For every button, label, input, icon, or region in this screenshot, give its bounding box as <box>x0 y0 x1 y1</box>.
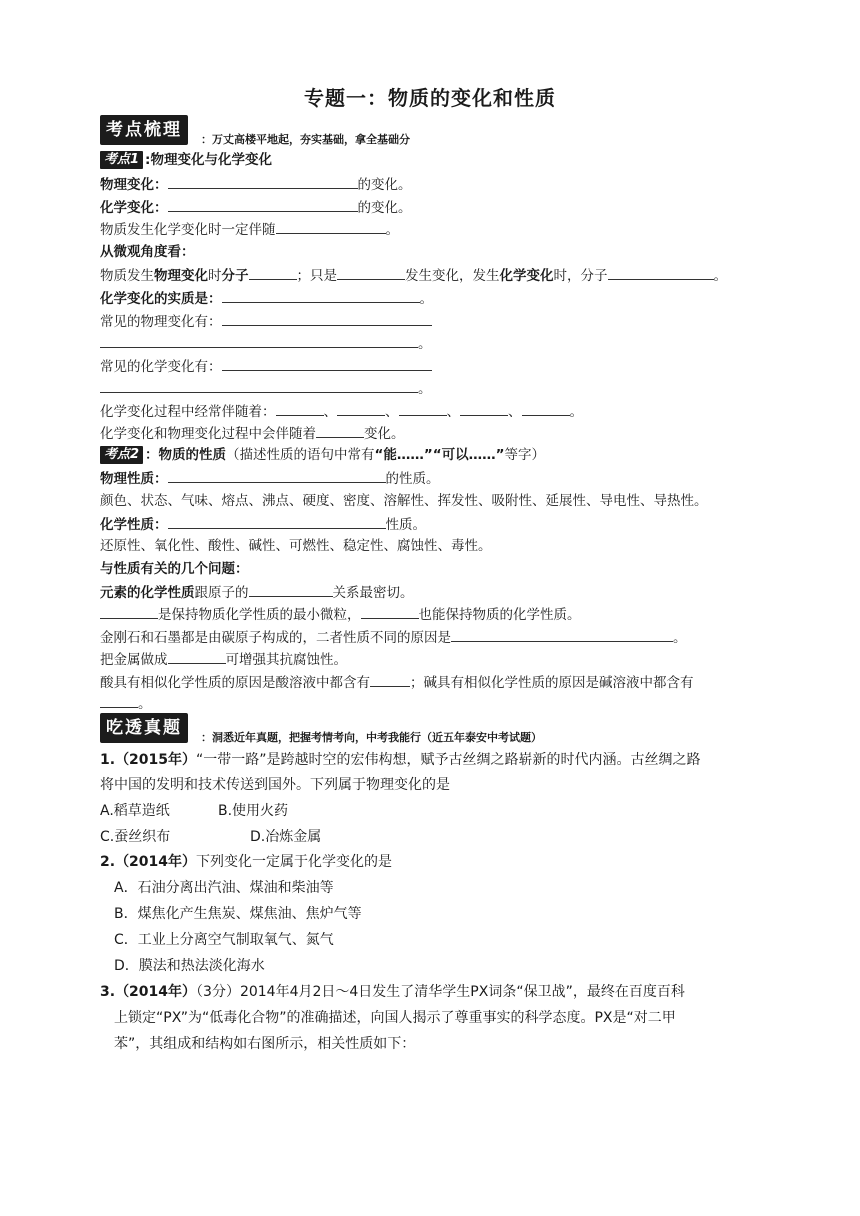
kp1-essence-line: 化学变化的实质是： 。 <box>100 288 433 309</box>
section-note-exam: ：洞悉近年真题，把握考情考向，中考我能行（近五年泰安中考试题） <box>201 731 542 744</box>
blank <box>222 311 432 326</box>
blank <box>361 604 419 619</box>
blank <box>276 401 324 416</box>
blank <box>316 423 364 438</box>
q3-stem-line2: 上锁定“PX”为“低毒化合物”的准确描述，向国人揭示了尊重事实的科学态度。PX是“对二甲 <box>114 1010 676 1026</box>
q2-option-b: B．煤焦化产生焦炭、煤焦油、焦炉气等 <box>114 906 362 922</box>
blank <box>399 401 447 416</box>
kp1-micro-heading: 从微观角度看： <box>100 244 195 260</box>
page-title: 专题一：物质的变化和性质 <box>304 86 556 110</box>
kp1-common-physical: 常见的物理变化有： <box>100 311 432 332</box>
blank <box>100 604 158 619</box>
blank <box>276 219 386 234</box>
kp2-diamond-line: 金刚石和石墨都是由碳原子构成的，二者性质不同的原因是 。 <box>100 627 687 648</box>
q1-option-c: C.蚕丝织布 <box>100 829 171 845</box>
kp2-metal-line: 把金属做成 可增强其抗腐蚀性。 <box>100 649 347 670</box>
kp2-issues-heading: 与性质有关的几个问题： <box>100 561 249 577</box>
blank <box>100 693 138 708</box>
blank <box>168 649 226 664</box>
blank <box>100 333 418 348</box>
q2-option-a: A．石油分离出汽油、煤油和柴油等 <box>114 880 334 896</box>
blank <box>608 265 714 280</box>
kp2-chemical-prop-line: 化学性质： 性质。 <box>100 514 426 535</box>
blank <box>460 401 508 416</box>
q3-stem-line1: 3.（2014年）（3分）2014年4月2日～4日发生了清华学生PX词条“保卫战”，最终在百度百科 <box>100 984 685 1000</box>
kp2-acid-line: 酸具有相似化学性质的原因是酸溶液中都含有 ；碱具有相似化学性质的原因是碱溶液中都含有 <box>100 672 694 693</box>
kp1-common-physical-cont: 。 <box>100 333 432 354</box>
blank <box>100 378 418 393</box>
q1-stem-line2: 将中国的发明和技术传送到国外。下列属于物理变化的是 <box>100 777 450 793</box>
blank <box>168 174 358 189</box>
q1-option-b: B.使用火药 <box>218 803 289 819</box>
blank <box>168 468 386 483</box>
q1-option-a: A.稻草造纸 <box>100 803 170 819</box>
section-note-review: ：万丈高楼平地起，夯实基础，拿全基础分 <box>201 133 410 146</box>
kp1-heading: 考点1 :物理变化与化学变化 <box>100 150 272 170</box>
q3-stem-line3: 苯”，其组成和结构如右图所示，相关性质如下： <box>114 1036 416 1052</box>
kp2-particle-line: 是保持物质化学性质的最小微粒， 也能保持物质的化学性质。 <box>100 604 581 625</box>
kp2-physical-prop-line: 物理性质： 的性质。 <box>100 468 440 489</box>
kp1-common-chemical-cont: 。 <box>100 378 432 399</box>
kp1-badge: 考点1 <box>100 151 143 169</box>
kp1-phenomena-line: 化学变化过程中经常伴随着： 、 、 、 、 。 <box>100 401 583 422</box>
blank <box>249 582 333 597</box>
blank <box>222 288 420 303</box>
section-badge-review: 考点梳理 <box>100 115 188 145</box>
blank <box>337 265 405 280</box>
blank <box>168 197 358 212</box>
q1-stem-line1: 1.（2015年）“一带一路”是跨越时空的宏伟构想，赋予古丝绸之路崭新的时代内涵。古丝绸之路 <box>100 752 701 768</box>
kp2-chemical-list: 还原性、氧化性、酸性、碱性、可燃性、稳定性、腐蚀性、毒性。 <box>100 538 492 554</box>
kp1-accompany-line: 物质发生化学变化时一定伴随 。 <box>100 219 399 240</box>
blank <box>168 514 386 529</box>
kp2-acid-line-cont: 。 <box>100 693 152 714</box>
section-badge-exam: 吃透真题 <box>100 713 188 743</box>
q2-stem: 2.（2014年）下列变化一定属于化学变化的是 <box>100 854 393 870</box>
kp2-element-line: 元素的化学性质跟原子的 关系最密切。 <box>100 582 414 603</box>
kp2-heading: 考点2 ：物质的性质（描述性质的语句中常有“能……”“可以……”等字） <box>100 445 545 465</box>
q1-option-d: D.冶炼金属 <box>250 829 322 845</box>
kp1-micro-line: 物质发生物理变化时分子 ；只是 发生变化，发生化学变化时，分子 。 <box>100 265 727 286</box>
kp1-energy-line: 化学变化和物理变化过程中会伴随着 变化。 <box>100 423 405 444</box>
blank <box>451 627 673 642</box>
blank <box>522 401 570 416</box>
kp1-chemical-line: 化学变化： 的变化。 <box>100 197 412 218</box>
blank <box>222 356 432 371</box>
kp1-physical-line: 物理变化： 的变化。 <box>100 174 412 195</box>
kp2-physical-list: 颜色、状态、气味、熔点、沸点、硬度、密度、溶解性、挥发性、吸附性、延展性、导电性、导热性。 <box>100 493 708 509</box>
kp1-common-chemical: 常见的化学变化有： <box>100 356 432 377</box>
q2-option-c: C．工业上分离空气制取氧气、氮气 <box>114 932 334 948</box>
blank <box>337 401 385 416</box>
blank <box>370 672 410 687</box>
kp2-badge: 考点2 <box>100 446 143 464</box>
q2-option-d: D．膜法和热法淡化海水 <box>114 958 265 974</box>
blank <box>249 265 297 280</box>
